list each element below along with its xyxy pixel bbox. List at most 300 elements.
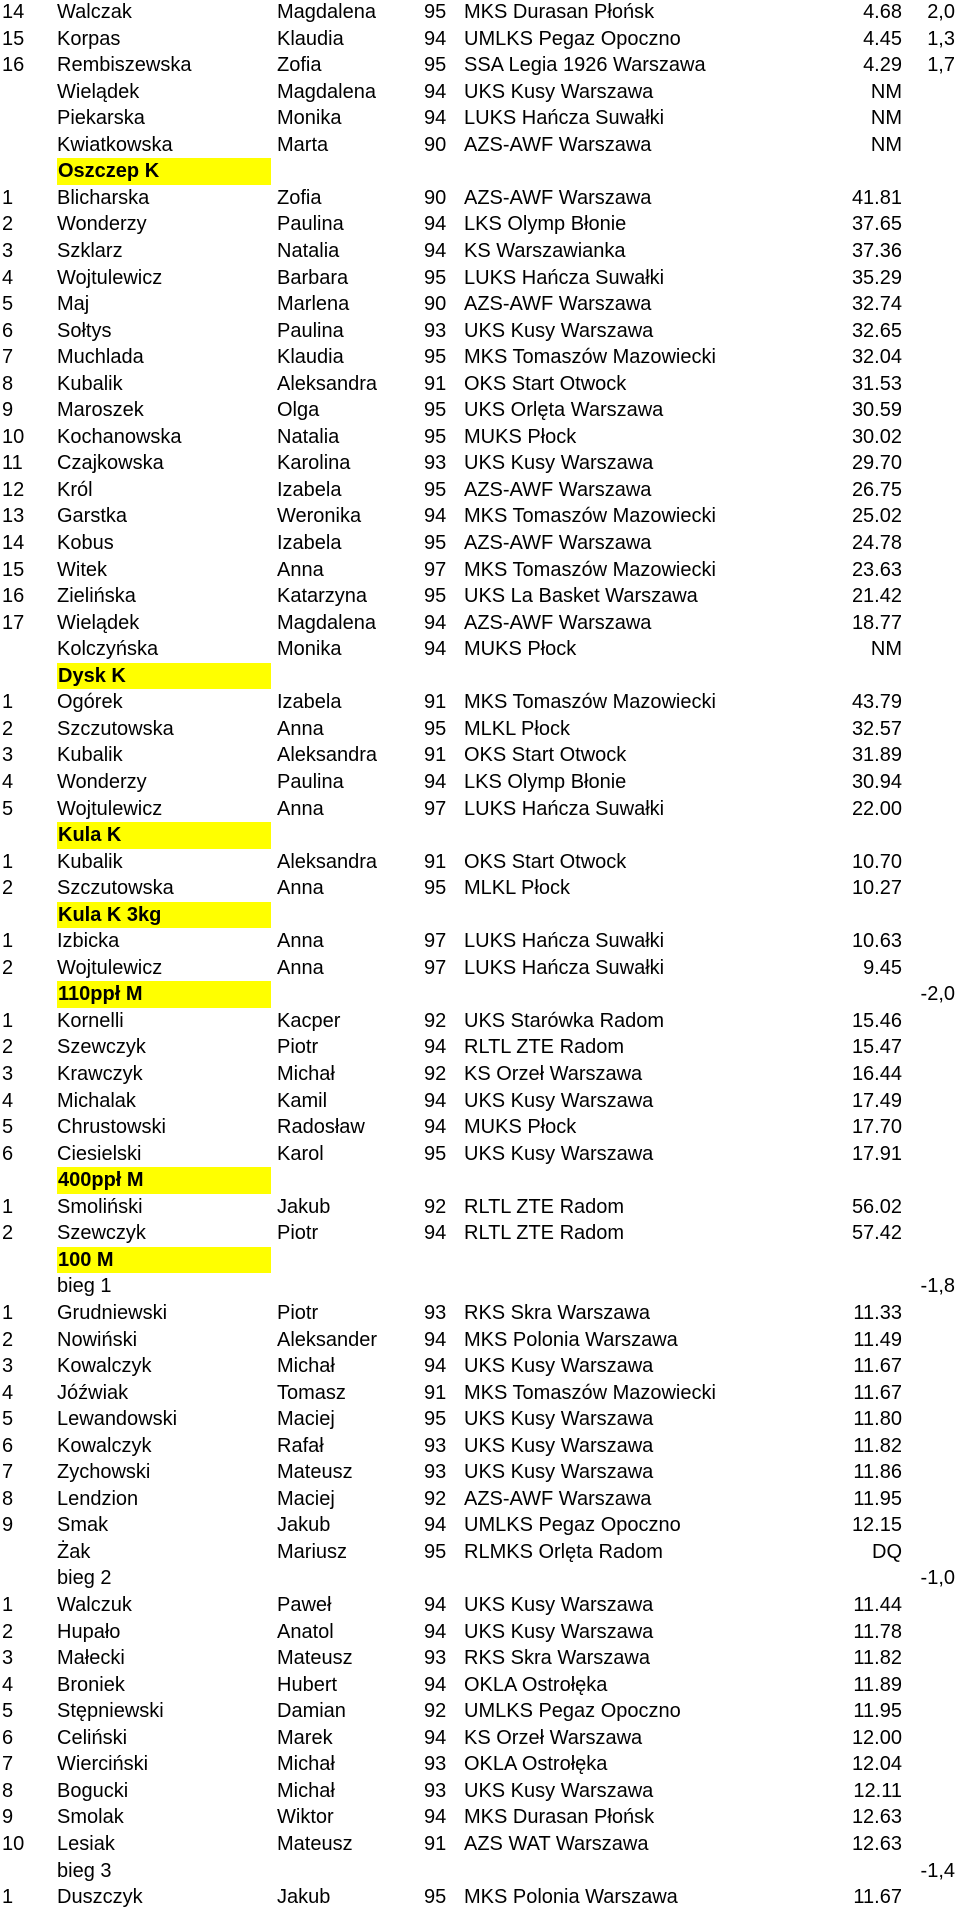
club-cell: UKS Starówka Radom	[464, 1009, 665, 1032]
result-cell: 32.65	[851, 319, 902, 342]
result-row	[0, 1725, 960, 1752]
birth-year-cell: 95	[424, 478, 447, 501]
result-cell: 11.49	[853, 1328, 902, 1351]
result-row	[0, 318, 960, 345]
result-cell: 10.70	[851, 850, 902, 873]
result-cell: 30.02	[851, 425, 902, 448]
birth-year-cell: 92	[424, 1009, 447, 1032]
result-row	[0, 26, 960, 53]
result-row	[0, 1751, 960, 1778]
club-cell: UKS Kusy Warszawa	[464, 1594, 654, 1616]
firstname-cell: Paulina	[277, 213, 344, 236]
birth-year-cell: 94	[424, 770, 447, 793]
place-cell: 11	[2, 452, 23, 475]
club-cell: KS Warszawianka	[464, 239, 626, 262]
firstname-cell: Anna	[277, 558, 324, 581]
place-cell: 2	[2, 1222, 14, 1245]
result-cell: 11.67	[853, 1886, 902, 1909]
surname-cell: Wielądek	[57, 80, 140, 103]
firstname-cell: Natalia	[277, 425, 340, 448]
firstname-cell: Monika	[277, 638, 342, 661]
club-cell: OKS Start Otwock	[464, 744, 627, 767]
surname-cell: Krawczyk	[57, 1063, 143, 1085]
surname-cell: Izbicka	[57, 930, 120, 953]
result-row	[0, 1300, 960, 1327]
club-cell: LUKS Hańcza Suwałki	[464, 266, 665, 289]
place-cell: 15	[2, 558, 25, 581]
surname-cell: Czajkowska	[57, 452, 164, 475]
place-cell: 6	[2, 1142, 14, 1165]
club-cell: UKS Kusy Warszawa	[464, 1408, 654, 1431]
place-cell: 2	[2, 1620, 14, 1643]
club-cell: UMLKS Pegaz Opoczno	[464, 1700, 681, 1723]
result-cell: 41.81	[851, 186, 902, 209]
wind-cell: -2,0	[920, 983, 955, 1006]
wind-cell: 1,7	[927, 54, 955, 77]
wind-cell: 1,3	[927, 27, 955, 50]
club-cell: UKS Kusy Warszawa	[464, 80, 654, 103]
result-cell: DQ	[872, 1540, 902, 1563]
result-cell: 11.33	[853, 1301, 902, 1324]
surname-cell: Wonderzy	[57, 213, 147, 236]
result-row	[0, 265, 960, 292]
club-cell: LUKS Hańcza Suwałki	[464, 797, 665, 820]
club-cell: OKS Start Otwock	[464, 850, 627, 873]
firstname-cell: Olga	[277, 399, 320, 422]
place-cell: 1	[2, 850, 14, 873]
place-cell: 15	[2, 27, 25, 50]
firstname-cell: Marek	[277, 1726, 333, 1749]
result-row	[0, 291, 960, 318]
result-cell: 17.91	[851, 1142, 902, 1165]
club-cell: UKS Kusy Warszawa	[464, 452, 654, 475]
result-cell: 23.63	[851, 558, 902, 581]
birth-year-cell: 97	[424, 930, 447, 953]
result-row	[0, 397, 960, 424]
surname-cell: Hupało	[57, 1620, 121, 1643]
club-cell: KS Orzeł Warszawa	[464, 1063, 643, 1085]
result-cell: 15.47	[851, 1036, 902, 1059]
result-cell: NM	[870, 133, 902, 156]
firstname-cell: Izabela	[277, 691, 342, 714]
surname-cell: Szklarz	[57, 239, 123, 262]
result-cell: 57.42	[851, 1222, 902, 1245]
birth-year-cell: 95	[424, 346, 447, 369]
firstname-cell: Kamil	[277, 1089, 328, 1112]
firstname-cell: Aleksandra	[277, 372, 378, 395]
firstname-cell: Aleksandra	[277, 850, 378, 873]
surname-cell: Kubalik	[57, 850, 123, 873]
birth-year-cell: 97	[424, 797, 447, 820]
heat-row	[0, 1858, 960, 1885]
result-row	[0, 1433, 960, 1460]
place-cell: 10	[2, 425, 25, 448]
club-cell: UKS Orlęta Warszawa	[464, 399, 664, 422]
club-cell: RLTL ZTE Radom	[464, 1222, 625, 1245]
birth-year-cell: 93	[424, 1434, 447, 1457]
surname-cell: Celiński	[57, 1726, 128, 1749]
surname-cell: Garstka	[57, 505, 128, 528]
firstname-cell: Anna	[277, 956, 324, 979]
surname-cell: Kowalczyk	[57, 1434, 152, 1457]
surname-cell: Szczutowska	[57, 717, 174, 740]
birth-year-cell: 95	[424, 1540, 447, 1563]
result-row	[0, 1194, 960, 1221]
firstname-cell: Magdalena	[277, 80, 376, 103]
birth-year-cell: 97	[424, 558, 447, 581]
surname-cell: Blicharska	[57, 186, 150, 209]
surname-cell: Smak	[57, 1514, 109, 1537]
result-cell: 11.95	[853, 1487, 902, 1510]
firstname-cell: Maciej	[277, 1487, 335, 1510]
firstname-cell: Michał	[277, 1753, 335, 1776]
event-title: Kula K 3kg	[58, 903, 162, 926]
surname-cell: Ciesielski	[57, 1142, 142, 1165]
birth-year-cell: 95	[424, 877, 447, 900]
result-cell: 37.65	[851, 213, 902, 236]
result-row	[0, 79, 960, 106]
firstname-cell: Zofia	[277, 54, 322, 77]
firstname-cell: Mateusz	[277, 1832, 353, 1855]
firstname-cell: Monika	[277, 107, 342, 130]
place-cell: 4	[2, 1089, 14, 1112]
place-cell: 1	[2, 1886, 14, 1909]
result-cell: 11.86	[853, 1461, 902, 1484]
result-row	[0, 1141, 960, 1168]
result-cell: 31.53	[851, 372, 902, 395]
club-cell: KS Orzeł Warszawa	[464, 1726, 643, 1749]
result-cell: 10.27	[851, 877, 902, 900]
wind-cell: -1,8	[920, 1275, 955, 1298]
surname-cell: Bogucki	[57, 1779, 129, 1802]
firstname-cell: Michał	[277, 1779, 335, 1802]
result-row	[0, 1804, 960, 1831]
surname-cell: Lesiak	[57, 1832, 115, 1855]
place-cell: 5	[2, 1116, 14, 1139]
club-cell: AZS-AWF Warszawa	[464, 133, 652, 156]
surname-cell: Grudniewski	[57, 1301, 168, 1324]
birth-year-cell: 94	[424, 213, 447, 236]
place-cell: 1	[2, 1195, 14, 1218]
result-row	[0, 450, 960, 477]
surname-cell: Kornelli	[57, 1009, 124, 1032]
firstname-cell: Marlena	[277, 293, 350, 316]
birth-year-cell: 94	[424, 239, 447, 262]
result-cell: 31.89	[851, 744, 902, 767]
birth-year-cell: 95	[424, 532, 447, 554]
result-row	[0, 1220, 960, 1247]
surname-cell: Wonderzy	[57, 770, 147, 793]
result-cell: 11.67	[853, 1381, 902, 1404]
result-row	[0, 1884, 960, 1911]
place-cell: 10	[2, 1832, 25, 1855]
place-cell: 3	[2, 239, 14, 262]
club-cell: RKS Skra Warszawa	[464, 1647, 650, 1670]
result-row	[0, 1672, 960, 1699]
club-cell: MUKS Płock	[464, 425, 577, 448]
firstname-cell: Mateusz	[277, 1647, 353, 1670]
firstname-cell: Anatol	[277, 1620, 334, 1643]
event-title: Dysk K	[58, 664, 126, 687]
result-row	[0, 636, 960, 663]
place-cell: 1	[2, 930, 14, 953]
place-cell: 3	[2, 1063, 14, 1085]
birth-year-cell: 90	[424, 293, 447, 316]
firstname-cell: Anna	[277, 797, 324, 820]
result-cell: 11.67	[853, 1355, 902, 1378]
event-title: Oszczep K	[58, 160, 160, 183]
result-row	[0, 1088, 960, 1115]
result-cell: 32.74	[851, 293, 902, 316]
result-cell: 16.44	[851, 1063, 902, 1085]
result-cell: 11.80	[853, 1408, 902, 1431]
surname-cell: Zielińska	[57, 585, 136, 608]
surname-cell: Chrustowski	[57, 1116, 166, 1139]
birth-year-cell: 93	[424, 452, 447, 475]
place-cell: 5	[2, 1700, 14, 1723]
club-cell: MKS Durasan Płońsk	[464, 1, 655, 23]
result-row	[0, 1831, 960, 1858]
result-row	[0, 530, 960, 557]
surname-cell: Smolak	[57, 1806, 124, 1829]
club-cell: RLMKS Orlęta Radom	[464, 1540, 663, 1563]
place-cell: 9	[2, 1806, 14, 1829]
result-row	[0, 1592, 960, 1619]
firstname-cell: Anna	[277, 717, 324, 740]
result-row	[0, 849, 960, 876]
place-cell: 2	[2, 877, 14, 900]
firstname-cell: Klaudia	[277, 346, 344, 369]
result-cell: 15.46	[851, 1009, 902, 1032]
surname-cell: Broniek	[57, 1673, 125, 1696]
place-cell: 2	[2, 956, 14, 979]
club-cell: MUKS Płock	[464, 638, 577, 661]
firstname-cell: Michał	[277, 1063, 335, 1085]
result-row	[0, 1114, 960, 1141]
birth-year-cell: 94	[424, 27, 447, 50]
place-cell: 4	[2, 1381, 14, 1404]
firstname-cell: Paulina	[277, 319, 344, 342]
club-cell: LUKS Hańcza Suwałki	[464, 930, 665, 953]
club-cell: MKS Polonia Warszawa	[464, 1328, 678, 1351]
surname-cell: Jóźwiak	[57, 1381, 129, 1404]
event-title: Kula K	[58, 824, 122, 847]
firstname-cell: Anna	[277, 877, 324, 900]
result-row	[0, 371, 960, 398]
firstname-cell: Radosław	[277, 1116, 365, 1139]
club-cell: UKS Kusy Warszawa	[464, 1779, 654, 1802]
place-cell: 8	[2, 372, 14, 395]
result-cell: 29.70	[851, 452, 902, 475]
club-cell: AZS-AWF Warszawa	[464, 478, 652, 501]
club-cell: UKS Kusy Warszawa	[464, 1620, 654, 1643]
event-title: 100 M	[58, 1248, 114, 1271]
birth-year-cell: 94	[424, 1673, 447, 1696]
result-cell: 12.63	[851, 1832, 902, 1855]
result-cell: 12.63	[851, 1806, 902, 1829]
surname-cell: Szewczyk	[57, 1222, 146, 1245]
birth-year-cell: 91	[424, 1832, 447, 1855]
surname-cell: Kochanowska	[57, 425, 182, 448]
club-cell: UKS Kusy Warszawa	[464, 1142, 654, 1165]
birth-year-cell: 91	[424, 691, 447, 714]
place-cell: 8	[2, 1487, 14, 1510]
birth-year-cell: 94	[424, 1222, 447, 1245]
event-header-row	[0, 981, 960, 1008]
result-cell: 30.94	[851, 770, 902, 793]
result-cell: 11.95	[853, 1700, 902, 1723]
place-cell: 13	[2, 505, 25, 528]
result-row	[0, 132, 960, 159]
firstname-cell: Klaudia	[277, 27, 344, 50]
surname-cell: Szewczyk	[57, 1036, 146, 1059]
birth-year-cell: 92	[424, 1063, 447, 1085]
firstname-cell: Natalia	[277, 239, 340, 262]
surname-cell: Ogórek	[57, 691, 123, 714]
surname-cell: Wojtulewicz	[57, 797, 163, 820]
club-cell: AZS WAT Warszawa	[464, 1832, 649, 1855]
result-row	[0, 1619, 960, 1646]
place-cell: 14	[2, 1, 25, 23]
result-cell: 26.75	[851, 478, 902, 501]
surname-cell: Duszczyk	[57, 1886, 143, 1909]
surname-cell: Lewandowski	[57, 1408, 178, 1431]
result-row	[0, 1380, 960, 1407]
place-cell: 1	[2, 1009, 14, 1032]
club-cell: MUKS Płock	[464, 1116, 577, 1139]
place-cell: 2	[2, 213, 14, 236]
firstname-cell: Izabela	[277, 532, 342, 554]
club-cell: AZS-AWF Warszawa	[464, 1487, 652, 1510]
result-row	[0, 1486, 960, 1513]
club-cell: UKS Kusy Warszawa	[464, 1461, 654, 1484]
result-row	[0, 477, 960, 504]
result-cell: 4.45	[863, 27, 902, 50]
firstname-cell: Izabela	[277, 478, 342, 501]
result-cell: 35.29	[851, 266, 902, 289]
place-cell: 7	[2, 1461, 14, 1484]
surname-cell: Lendzion	[57, 1487, 139, 1510]
firstname-cell: Kacper	[277, 1009, 341, 1032]
result-row	[0, 105, 960, 132]
firstname-cell: Weronika	[277, 505, 362, 528]
heat-row	[0, 1565, 960, 1592]
place-cell: 9	[2, 1514, 14, 1537]
event-title: 400ppł M	[58, 1169, 144, 1192]
club-cell: MKS Polonia Warszawa	[464, 1886, 678, 1909]
surname-cell: Kolczyńska	[57, 638, 159, 661]
result-cell: 56.02	[851, 1195, 902, 1218]
result-cell: 4.29	[863, 54, 902, 77]
result-row	[0, 1459, 960, 1486]
place-cell: 16	[2, 585, 25, 608]
club-cell: OKLA Ostrołęka	[464, 1673, 608, 1696]
firstname-cell: Mariusz	[277, 1540, 348, 1563]
surname-cell: Smoliński	[57, 1195, 143, 1218]
surname-cell: Zychowski	[57, 1461, 151, 1484]
birth-year-cell: 94	[424, 1514, 447, 1537]
club-cell: MKS Durasan Płońsk	[464, 1806, 655, 1829]
birth-year-cell: 93	[424, 1461, 447, 1484]
firstname-cell: Rafał	[277, 1434, 324, 1457]
place-cell: 1	[2, 186, 14, 209]
result-row	[0, 610, 960, 637]
place-cell: 8	[2, 1779, 14, 1802]
surname-cell: Stępniewski	[57, 1700, 164, 1723]
result-cell: 32.57	[851, 717, 902, 740]
surname-cell: Maj	[57, 293, 90, 316]
event-header-row	[0, 158, 960, 185]
heat-label: bieg 1	[57, 1275, 112, 1298]
birth-year-cell: 94	[424, 1620, 447, 1643]
result-row	[0, 52, 960, 79]
birth-year-cell: 95	[424, 1, 447, 23]
result-cell: NM	[870, 638, 902, 661]
result-row	[0, 557, 960, 584]
result-row	[0, 716, 960, 743]
birth-year-cell: 93	[424, 319, 447, 342]
club-cell: UMLKS Pegaz Opoczno	[464, 1514, 681, 1537]
birth-year-cell: 95	[424, 1886, 447, 1909]
place-cell: 2	[2, 1036, 14, 1059]
result-cell: 12.11	[853, 1779, 902, 1802]
birth-year-cell: 94	[424, 1328, 447, 1351]
birth-year-cell: 97	[424, 956, 447, 979]
club-cell: UKS La Basket Warszawa	[464, 585, 698, 608]
club-cell: UMLKS Pegaz Opoczno	[464, 27, 681, 50]
firstname-cell: Katarzyna	[277, 585, 368, 608]
surname-cell: Wojtulewicz	[57, 956, 163, 979]
club-cell: AZS-AWF Warszawa	[464, 611, 652, 634]
club-cell: UKS Kusy Warszawa	[464, 1089, 654, 1112]
result-row	[0, 583, 960, 610]
place-cell: 2	[2, 1328, 14, 1351]
result-cell: 11.89	[853, 1673, 902, 1696]
firstname-cell: Karolina	[277, 452, 351, 475]
surname-cell: Walczuk	[57, 1594, 132, 1616]
firstname-cell: Karol	[277, 1142, 324, 1165]
place-cell: 1	[2, 1594, 14, 1616]
club-cell: AZS-AWF Warszawa	[464, 293, 652, 316]
event-header-row	[0, 822, 960, 849]
firstname-cell: Anna	[277, 930, 324, 953]
place-cell: 4	[2, 770, 14, 793]
surname-cell: Żak	[57, 1540, 91, 1563]
birth-year-cell: 90	[424, 133, 447, 156]
birth-year-cell: 95	[424, 1408, 447, 1431]
firstname-cell: Magdalena	[277, 611, 376, 634]
place-cell: 5	[2, 293, 14, 316]
surname-cell: Rembiszewska	[57, 54, 192, 77]
surname-cell: Walczak	[57, 1, 132, 23]
surname-cell: Kwiatkowska	[57, 133, 173, 156]
birth-year-cell: 94	[424, 1806, 447, 1829]
surname-cell: Wielądek	[57, 611, 140, 634]
birth-year-cell: 94	[424, 1726, 447, 1749]
birth-year-cell: 94	[424, 107, 447, 130]
surname-cell: Maroszek	[57, 399, 144, 422]
result-cell: 11.82	[853, 1434, 902, 1457]
result-row	[0, 1645, 960, 1672]
place-cell: 1	[2, 691, 14, 714]
result-row	[0, 742, 960, 769]
surname-cell: Witek	[57, 558, 107, 581]
wind-cell: -1,4	[920, 1859, 955, 1882]
birth-year-cell: 91	[424, 850, 447, 873]
heat-row	[0, 1273, 960, 1300]
birth-year-cell: 91	[424, 1381, 447, 1404]
result-cell: 32.04	[851, 346, 902, 369]
